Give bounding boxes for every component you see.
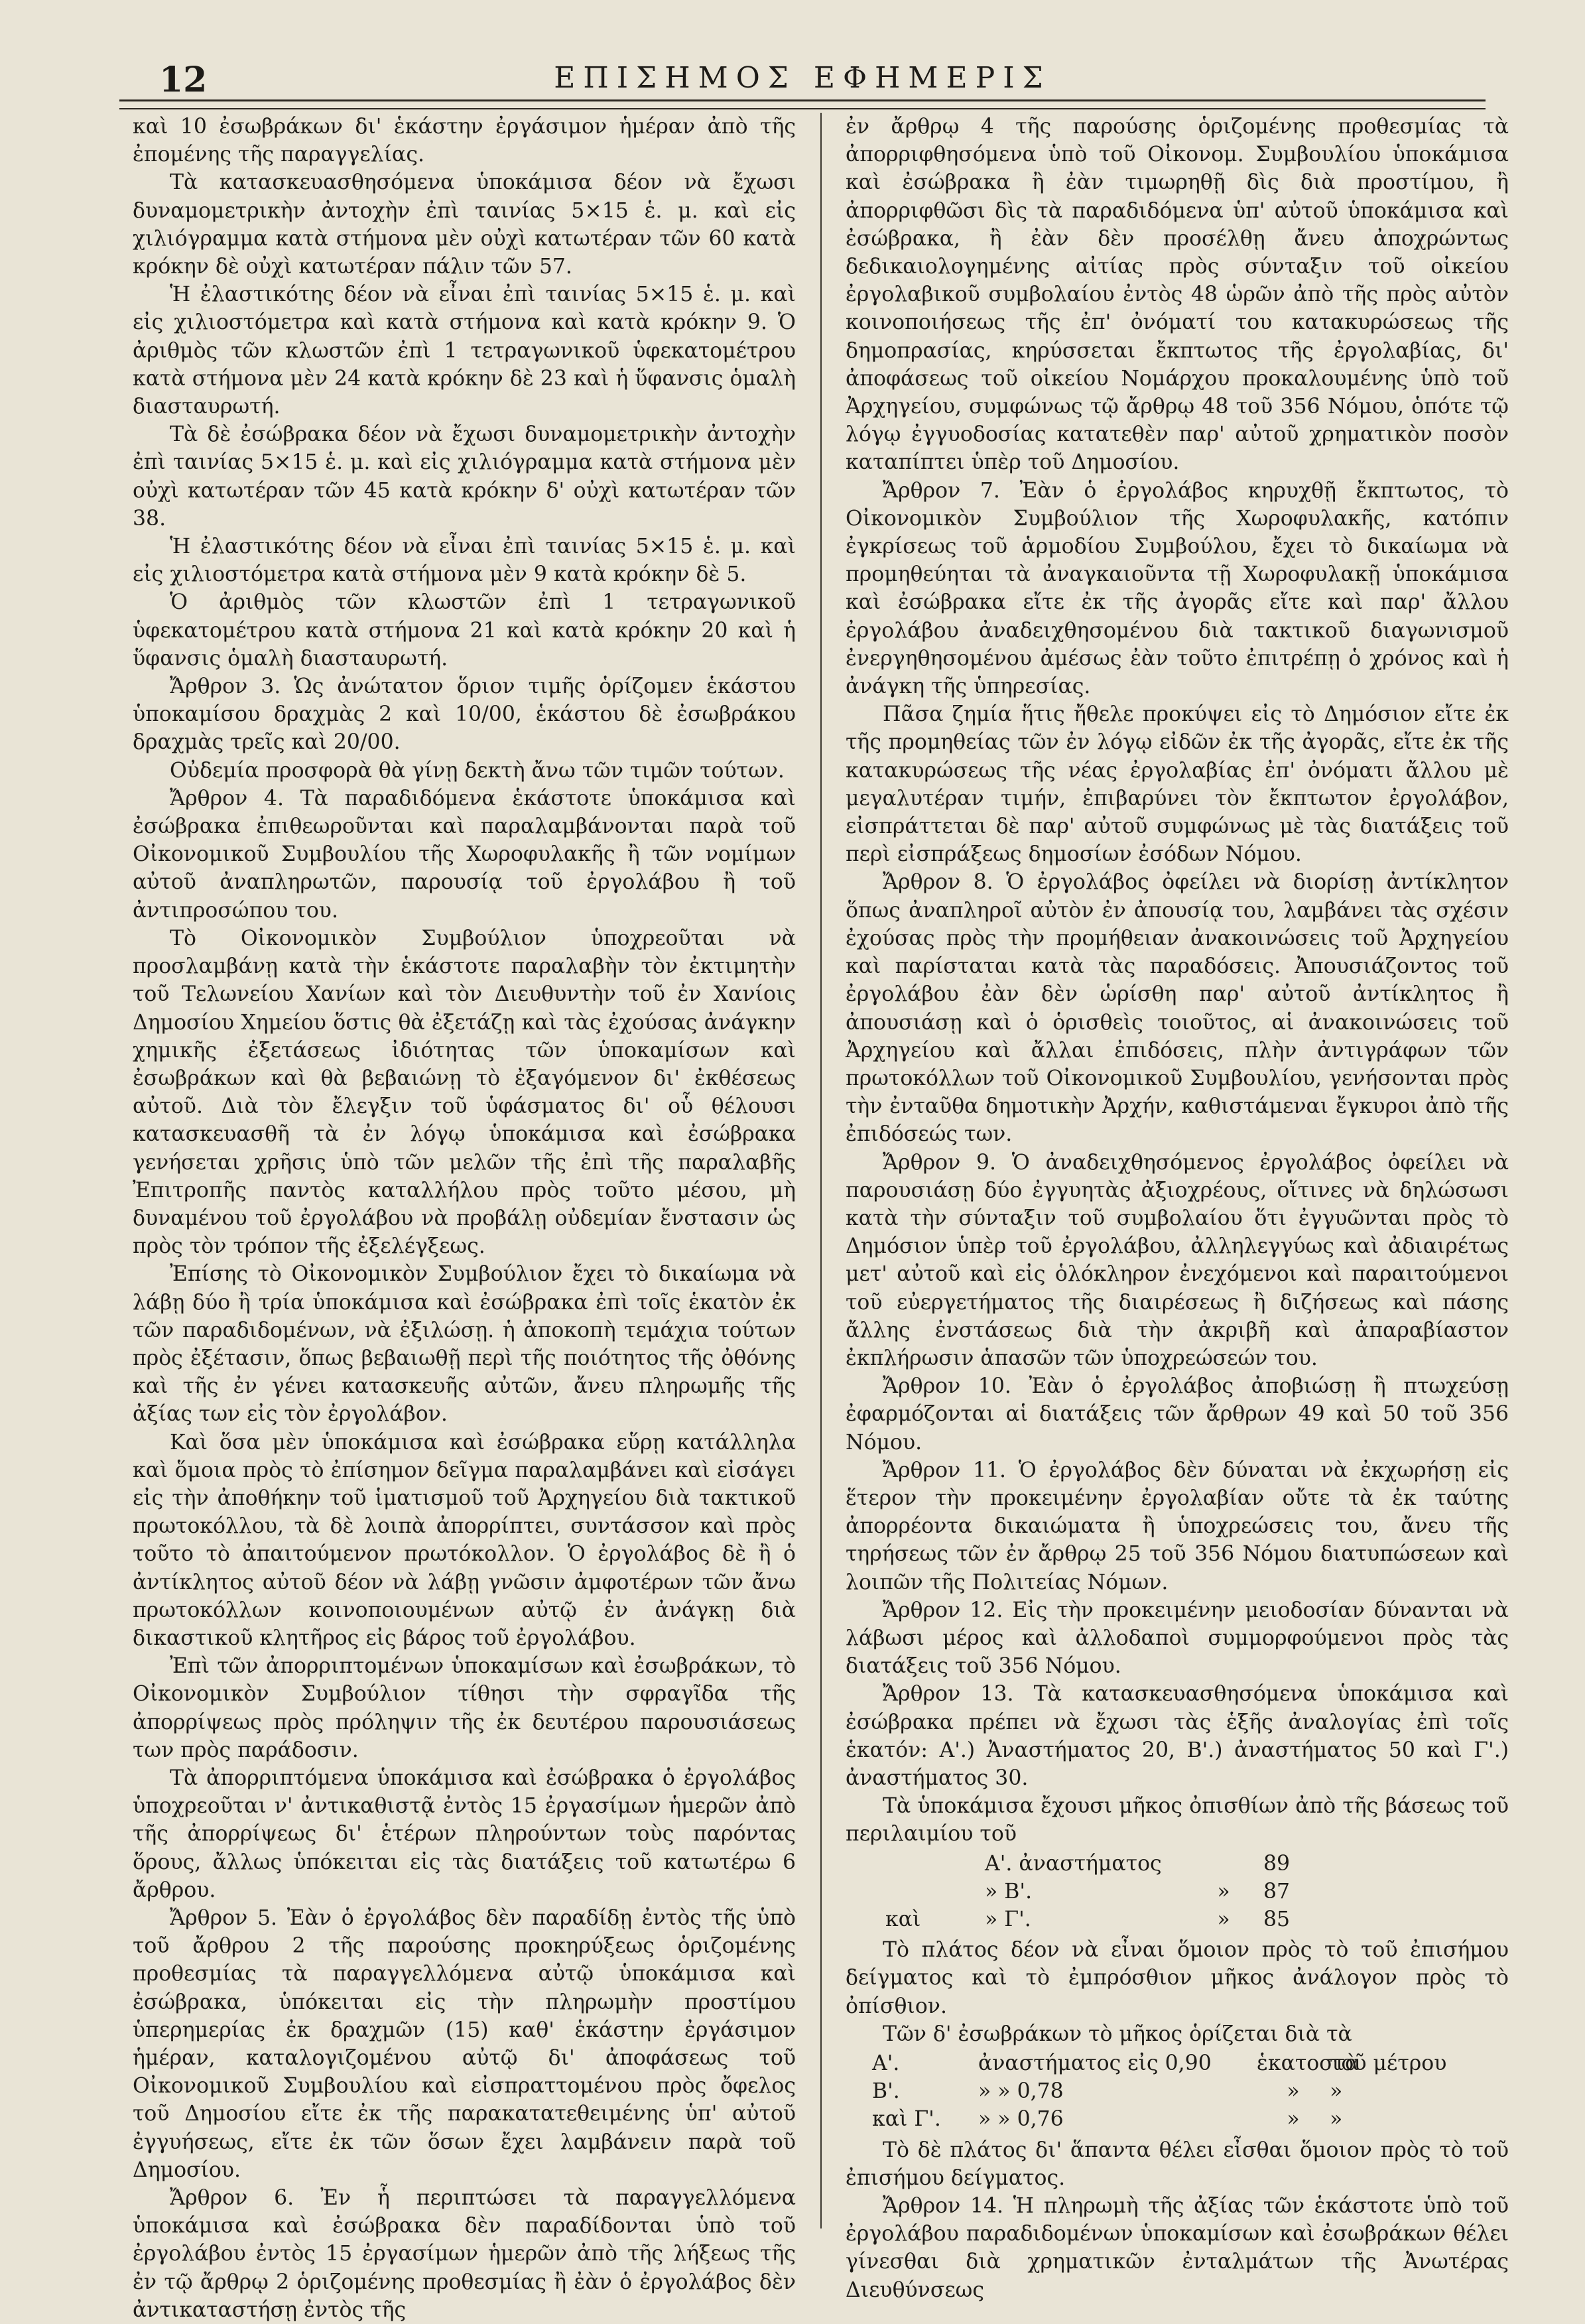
paragraph: Τῶν δ' ἐσωβράκων τὸ μῆκος ὁρίζεται διὰ τὰ: [883, 2022, 1352, 2046]
article-12: Ἄρθρον 12. Εἰς τὴν προκειμένην μειοδοσίαν δύνανται νὰ λάβωσι μέρος καὶ ἀλλοδαποὶ συμμορφούμενοι πρὸς τὰς διατάξεις τοῦ 356 Νόμου.: [846, 1598, 1509, 1679]
page-header: [119, 60, 1486, 99]
paragraph: Ἡ ἐλαστικότης δέον νὰ εἶναι ἐπὶ ταινίας 5×15 ἑ. μ. καὶ εἰς χιλιοστόμετρα κατὰ στήμονα μὲν 9 κατὰ κρόκην δὲ 5.: [133, 535, 796, 587]
table-row: Α'. ἀναστήματος εἰς 0,90 ἑκατοστὰ τοῦ μέτρου: [872, 2051, 1447, 2076]
paragraph: Τὰ δὲ ἐσώβρακα δέον νὰ ἔχωσι δυναμομετρικὴν ἀντοχὴν ἐπὶ ταινίας 5×15 ἑ. μ. καὶ εἰς χιλιόγραμμα κατὰ στήμονα μὲν οὐχὶ κατωτέραν τῶν 45 κατὰ κρόκην δ' οὐχὶ κατωτέραν τῶν 38.: [133, 422, 796, 531]
article-6: Ἄρθρον 6. Ἐν ἧ περιπτώσει τὰ παραγγελλόμενα ὑποκάμισα καὶ ἐσώβρακα δὲν παραδίδονται ὑπὸ τοῦ ἐργολάβου ἐντὸς 15 ἐργασίμων ἡμερῶν ἀπὸ τῆς λήξεως τῆς ἐν τῷ ἄρθρῳ 2 ὁριζομένης προθεσμίας ἢ ἐὰν ὁ ἐργολάβος δὲν ἀντικαταστήσῃ ἐντὸς τῆς: [133, 2186, 796, 2322]
header-rule: [119, 99, 1486, 109]
paragraph: Τὰ ὑποκάμισα ἔχουσι μῆκος ὀπισθίων ἀπὸ τῆς βάσεως τοῦ περιλαιμίου τοῦ: [846, 1794, 1509, 1846]
article-9: Ἄρθρον 9. Ὁ ἀναδειχθησόμενος ἐργολάβος ὀφείλει νὰ παρουσιάσῃ δύο ἐγγυητὰς ἀξιοχρέους, οἵτινες νὰ δηλώσωσι κατὰ τὴν σύνταξιν τοῦ συμβολαίου ὅτι ἐγγυῶνται πρὸς τὸ Δημόσιον ὑπὲρ τοῦ ἐργολάβου, ἀλληλεγγύως καὶ ἀδιαιρέτως μετ' αὐτοῦ καὶ εἰς ὁλόκληρον ἐνεχόμενοι καὶ παραιτούμενοι τοῦ εὐεργετήματος τῆς διαιρέσεως ἢ διζήσεως καὶ πάσης ἄλλης ἐνστάσεως διὰ τὴν ἀκριβῆ καὶ ἀπαραβίαστον ἐκπλήρωσιν ἁπασῶν τῶν ὑποχρεώσεών του.: [846, 1150, 1509, 1370]
article-7: Ἄρθρον 7. Ἐὰν ὁ ἐργολάβος κηρυχθῇ ἔκπτωτος, τὸ Οἰκονομικὸν Συμβούλιον τῆς Χωροφυλακῆς, κατόπιν ἐγκρίσεως τοῦ ἁρμοδίου Συμβούλου, ἔχει τὸ δικαίωμα νὰ προμηθεύηται τὰ ἀναγκαιοῦντα τῇ Χωροφυλακῇ ὑποκάμισα καὶ ἐσώβρακα εἴτε ἐκ τῆς ἀγορᾶς εἴτε καὶ παρ' ἄλλου ἐργολάβου ἀναδειχθησομένου διὰ τακτικοῦ διαγωνισμοῦ ἐνεργηθησομένου ἀμέσως ἐὰν τοῦτο ἐπιτρέπῃ ὁ χρόνος καὶ ἡ ἀνάγκη τῆς ὑπηρεσίας.: [846, 478, 1509, 699]
paragraph: Τὰ ἀπορριπτόμενα ὑποκάμισα καὶ ἐσώβρακα ὁ ἐργολάβος ὑποχρεοῦται ν' ἀντικαθιστᾷ ἐντὸς 15 ἐργασίμων ἡμερῶν ἀπὸ τῆς ἀπορρίψεως δι' ἑτέρων πληρούντων τοὺς παρόντας ὅρους, ἄλλως ὑπόκειται εἰς τὰς διατάξεις τοῦ κατωτέρω 6 ἄρθρου.: [133, 1766, 796, 1902]
table-row: Α'. ἀναστήματος 89: [985, 1851, 1291, 1876]
paragraph: ἐν ἄρθρῳ 4 τῆς παρούσης ὁριζομένης προθεσμίας τὰ ἀπορριφθησόμενα ὑπὸ τοῦ Οἰκονομ. Συμβουλίου ὑποκάμισα καὶ ἐσώβρακα ἢ ἐὰν τιμωρηθῇ δὶς διὰ προστίμου, ἢ ἀπορριφθῶσι δὶς τὰ παραδιδόμενα ὑπ' αὐτοῦ ὑποκάμισα καὶ ἐσώβρακα, ἢ ἐὰν δὲν προσέλθῃ ἄνευ ἀποχρώντως δεδικαιολογημένης αἰτίας πρὸς σύνταξιν τοῦ οἰκείου ἐργολαβικοῦ συμβολαίου ἐντὸς 48 ὡρῶν ἀπὸ τῆς πρὸς αὐτὸν κοινοποιήσεως τῆς ἐπ' ὀνόματί του κατακυρώσεως τῆς δημοπρασίας, κηρύσσεται ἔκπτωτος τῆς ἐργολαβίας, δι' ἀποφάσεως τοῦ οἰκείου Νομάρχου προκαλουμένης ὑπὸ τοῦ Ἀρχηγείου, συμφώνως τῷ ἄρθρῳ 48 τοῦ 356 Νόμου, ὁπότε τῷ λόγῳ ἐγγυοδοσίας κατατεθὲν παρ' αὐτοῦ χρηματικὸν ποσὸν καταπίπτει ὑπὲρ τοῦ Δημοσίου.: [846, 115, 1509, 475]
paragraph: Καὶ ὅσα μὲν ὑποκάμισα καὶ ἐσώβρακα εὕρῃ κατάλληλα καὶ ὅμοια πρὸς τὸ ἐπίσημον δεῖγμα παραλαμβάνει καὶ εἰσάγει εἰς τὴν ἀποθήκην τοῦ ἱματισμοῦ τοῦ Ἀρχηγείου διὰ τακτικοῦ πρωτοκόλλου, τὰ δὲ λοιπὰ ἀπορρίπτει, συντάσσον καὶ πρὸς τοῦτο τὸ ἀπαιτούμενον πρωτόκολλον. Ὁ ἐργολάβος δὲ ἢ ὁ ἀντίκλητος αὐτοῦ δέον νὰ λάβῃ γνῶσιν ἀμφοτέρων τῶν ἄνω πρωτοκόλλων κοινοποιουμένων αὐτῷ ἐν ἀνάγκῃ διὰ δικαστικοῦ κλητῆρος εἰς βάρος τοῦ ἐργολάβου.: [133, 1430, 796, 1650]
left-column: [133, 113, 796, 2324]
paragraph: Ὁ ἀριθμὸς τῶν κλωστῶν ἐπὶ 1 τετραγωνικοῦ ὑφεκατομέτρου κατὰ στήμονα 21 καὶ κατὰ κρόκην 20 καὶ ἡ ὕφανσις ὁμαλὴ διασταυρωτή.: [133, 590, 796, 671]
article-14: Ἄρθρον 14. Ἡ πληρωμὴ τῆς ἀξίας τῶν ἑκάστοτε ὑπὸ τοῦ ἐργολάβου παραδιδομένων ὑποκαμίσων καὶ ἐσωβράκων θέλει γίνεσθαι διὰ χρηματικῶν ἐνταλμάτων τῆς Ἀνωτέρας Διευθύνσεως: [846, 2194, 1509, 2302]
paragraph: καὶ 10 ἐσωβράκων δι' ἑκάστην ἐργάσιμον ἡμέραν ἀπὸ τῆς ἐπομένης τῆς παραγγελίας.: [133, 115, 796, 167]
page-title: ΕΠΙΣΗΜΟΣ ΕΦΗΜΕΡΙΣ: [554, 61, 1051, 95]
paragraph: Οὐδεμία προσφορὰ θὰ γίνῃ δεκτὴ ἄνω τῶν τιμῶν τούτων.: [170, 758, 785, 783]
table-row: Β'. » » 0,78 » »: [872, 2079, 1343, 2104]
table-row: » Β'. » 87: [985, 1879, 1291, 1904]
paragraph: Τὸ πλάτος δέον νὰ εἶναι ὅμοιον πρὸς τὸ τοῦ ἐπισήμου δείγματος καὶ τὸ ἐμπρόσθιον μῆκος ἀνάλογον πρὸς τὸ ὀπίσθιον.: [846, 1938, 1509, 2018]
paragraph: Τὸ Οἰκονομικὸν Συμβούλιον ὑποχρεοῦται νὰ προσλαμβάνῃ κατὰ τὴν ἑκάστοτε παραλαβὴν τὸν ἐκτιμητὴν τοῦ Τελωνείου Χανίων καὶ τὸν Διευθυντὴν τοῦ ἐν Χανίοις Δημοσίου Χημείου ὅστις θὰ ἐξετάζῃ καὶ τὰς ἐχούσας ἀνάγκην χημικῆς ἐξετάσεως ἰδιότητας τῶν ὑποκαμίσων καὶ ἐσωβράκων καὶ θὰ βεβαιώνῃ τὸ ἐξαγόμενον δι' ἐκθέσεως αὐτοῦ. Διὰ τὸν ἔλεγξιν τοῦ ὑφάσματος δι' οὗ θέλουσι κατασκευασθῆ τὰ ἐν λόγῳ ὑποκάμισα καὶ ἐσώβρακα γενήσεται χρῆσις ὑπὸ τῶν μελῶν τῆς ἐπὶ τῆς παραλαβῆς Ἐπιτροπῆς παντὸς καταλλήλου πρὸς τοῦτο μέσου, μὴ δυναμένου τοῦ ἐργολάβου νὰ προβάλῃ οὐδεμίαν ἔνστασιν ὡς πρὸς τὸν τρόπον τῆς ἐξελέγξεως.: [133, 926, 796, 1259]
right-column: [846, 113, 1509, 2304]
table-row: καὶ Γ'. » » 0,76 » »: [872, 2107, 1343, 2132]
paragraph: Ἐπίσης τὸ Οἰκονομικὸν Συμβούλιον ἔχει τὸ δικαίωμα νὰ λάβῃ δύο ἢ τρία ὑποκάμισα καὶ ἐσώβρακα ἐπὶ τοῖς ἑκατὸν ἐκ τῶν παραδιδομένων, νὰ ἐξιλώσῃ. ἡ ἀποκοπὴ τεμάχια τούτων πρὸς ἐξέτασιν, ὅπως βεβαιωθῇ περὶ τῆς ποιότητος τῆς ὀθόνης καὶ τῆς ἐν γένει κατασκευῆς αὐτῶν, ἄνευ πληρωμῆς τῆς ἀξίας των εἰς τὸν ἐργολάβον.: [133, 1262, 796, 1427]
underwear-length-table: [846, 2049, 1509, 2134]
paragraph: Πᾶσα ζημία ἥτις ἤθελε προκύψει εἰς τὸ Δημόσιον εἴτε ἐκ τῆς προμηθείας τῶν ἐν λόγῳ εἰδῶν ἐκ τῆς ἀγορᾶς, εἴτε ἐκ τῆς κατακυρώσεως τῆς νέας ἐργολαβίας ἐπ' ὀνόματι ἄλλου μὲ μεγαλυτέραν τιμήν, ἐπιβαρύνει τὸν ἔκπτωτον ἐργολάβον, εἰσπράττεται δὲ παρ' αὐτοῦ συμφώνως μὲ τὰς διατάξεις τοῦ περὶ εἰσπράξεως δημοσίων ἐσόδων Νόμου.: [846, 702, 1509, 867]
article-5: Ἄρθρον 5. Ἐὰν ὁ ἐργολάβος δὲν παραδίδῃ ἐντὸς τῆς ὑπὸ τοῦ ἄρθρου 2 τῆς παρούσης προκηρύξεως ὁριζομένης προθεσμίας τὰ παραγγελλόμενα αὐτῷ ὑποκάμισα καὶ ἐσώβρακα, ὑπόκειται εἰς τὴν πληρωμὴν προστίμου ὑπερημερίας ἐκ δραχμῶν (15) καθ' ἑκάστην ἐργάσιμον ἡμέραν, καταλογιζομένου αὐτῷ δι' ἀποφάσεως τοῦ Οἰκονομικοῦ Συμβουλίου καὶ εἰσπραττομένου πρὸς ὄφελος τοῦ Δημοσίου εἴτε ἐκ τῆς παρακατατεθειμένης ὑπ' αὐτοῦ ἐγγυήσεως, εἴτε ἐκ τῶν ὅσων ἔχει λαμβάνειν παρὰ τοῦ Δημοσίου.: [133, 1906, 796, 2182]
table-row: καὶ » Γ'. » 85: [885, 1907, 1291, 1931]
paragraph: Τὸ δὲ πλάτος δι' ἅπαντα θέλει εἶσθαι ὅμοιον πρὸς τὸ τοῦ ἐπισήμου δείγματος.: [846, 2138, 1509, 2190]
article-13: Ἄρθρον 13. Τὰ κατασκευασθησόμενα ὑποκάμισα καὶ ἐσώβρακα πρέπει νὰ ἔχωσι τὰς ἑξῆς ἀναλογίας ἐπὶ τοῖς ἑκατόν: Α'.) Ἀναστήματος 20, Β'.) ἀναστήματος 50 καὶ Γ'.) ἀναστήματος 30.: [846, 1682, 1509, 1790]
column-divider: [820, 113, 822, 2228]
page-number: 12: [159, 60, 208, 100]
article-3: Ἄρθρον 3. Ὡς ἀνώτατον ὅριον τιμῆς ὁρίζομεν ἑκάστου ὑποκαμίσου δραχμὰς 2 καὶ 10/00, ἑκάστου δὲ ἐσωβράκου δραχμὰς τρεῖς καὶ 20/00.: [133, 675, 796, 755]
shirt-length-table: [846, 1850, 1509, 1934]
paragraph: Ἐπὶ τῶν ἀπορριπτομένων ὑποκαμίσων καὶ ἐσωβράκων, τὸ Οἰκονομικὸν Συμβούλιον τίθησι τὴν σφραγῖδα τῆς ἀπορρίψεως πρὸς πρόληψιν τῆς ἐκ δευτέρου παρουσιάσεως των πρὸς παράδοσιν.: [133, 1654, 796, 1762]
article-11: Ἄρθρον 11. Ὁ ἐργολάβος δὲν δύναται νὰ ἐκχωρήσῃ εἰς ἕτερον τὴν προκειμένην ἐργολαβίαν οὔτε τὰ ἐκ ταύτης ἀπορρέοντα δικαιώματα ἢ ὑποχρεώσεις του, ἄνευ τῆς τηρήσεως τῶν ἐν ἄρθρῳ 25 τοῦ 356 Νόμου διατυπώσεων καὶ λοιπῶν τῆς Πολιτείας Νόμων.: [846, 1458, 1509, 1594]
paragraph: Τὰ κατασκευασθησόμενα ὑποκάμισα δέον νὰ ἔχωσι δυναμομετρικὴν ἀντοχὴν ἐπὶ ταινίας 5×15 ἑ. μ. καὶ εἰς χιλιόγραμμα κατὰ στήμονα μὲν οὐχὶ κατωτέραν τῶν 60 κατὰ κρόκην δὲ οὐχὶ κατωτέραν πάλιν τῶν 57.: [133, 170, 796, 279]
article-4: Ἄρθρον 4. Τὰ παραδιδόμενα ἑκάστοτε ὑποκάμισα καὶ ἐσώβρακα ἐπιθεωροῦνται καὶ παραλαμβάνονται παρὰ τοῦ Οἰκονομικοῦ Συμβουλίου τῆς Χωροφυλακῆς ἢ τῶν νομίμων αὐτοῦ ἀναπληρωτῶν, παρουσίᾳ τοῦ ἐργολάβου ἢ τοῦ ἀντιπροσώπου του.: [133, 786, 796, 923]
paragraph: Ἡ ἐλαστικότης δέον νὰ εἶναι ἐπὶ ταινίας 5×15 ἑ. μ. καὶ εἰς χιλιοστόμετρα καὶ κατὰ στήμονα καὶ κατὰ κρόκην 9. Ὁ ἀριθμὸς τῶν κλωστῶν ἐπὶ 1 τετραγωνικοῦ ὑφεκατομέτρου κατὰ στήμονα μὲν 24 κατὰ κρόκην δὲ 23 καὶ ἡ ὕφανσις ὁμαλὴ διασταυρωτή.: [133, 283, 796, 419]
article-10: Ἄρθρον 10. Ἐὰν ὁ ἐργολάβος ἀποβιώσῃ ἢ πτωχεύσῃ ἐφαρμόζονται αἱ διατάξεις τῶν ἄρθρων 49 καὶ 50 τοῦ 356 Νόμου.: [846, 1374, 1509, 1454]
article-8: Ἄρθρον 8. Ὁ ἐργολάβος ὀφείλει νὰ διορίσῃ ἀντίκλητον ὅπως ἀναπληροῖ αὐτὸν ἐν ἀπουσίᾳ του, λαμβάνει τὰς σχέσιν ἐχούσας πρὸς τὴν προμήθειαν ἀνακοινώσεις τοῦ Ἀρχηγείου καὶ παρίσταται κατὰ τὰς παραδόσεις. Ἀπουσιάζοντος τοῦ ἐργολάβου ἐὰν δὲν ὡρίσθη παρ' αὐτοῦ ἀντίκλητος ἢ ἀπουσιάσῃ καὶ ὁ ὁρισθεὶς τοιοῦτος, αἱ ἀνακοινώσεις τοῦ Ἀρχηγείου καὶ ἄλλαι ἐπιδόσεις, πλὴν ἀντιγράφων τῶν πρωτοκόλλων τοῦ Οἰκονομικοῦ Συμβουλίου, γενήσονται πρὸς τὴν ἐνταῦθα δημοτικὴν Ἀρχήν, καθιστάμεναι ἔγκυροι ἀπὸ τῆς ἐπιδόσεώς των.: [846, 870, 1509, 1147]
